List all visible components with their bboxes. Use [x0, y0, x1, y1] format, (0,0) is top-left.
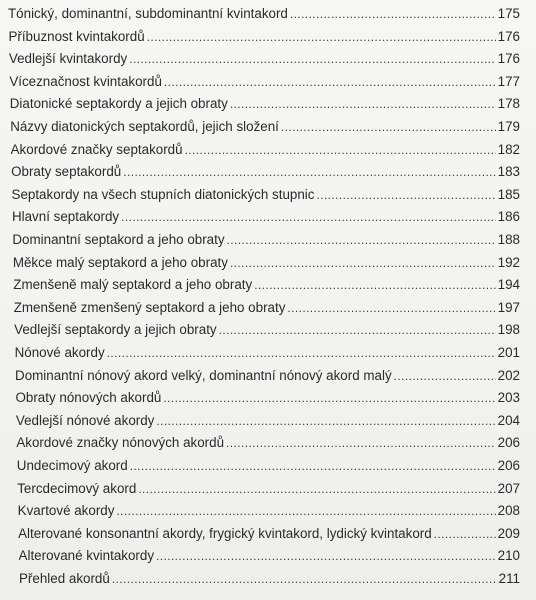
- toc-dot-leader: [434, 527, 496, 541]
- toc-entry-page-number: 185: [497, 186, 520, 202]
- toc-entry-page-number: 208: [497, 503, 520, 519]
- toc-dot-leader: [230, 97, 496, 111]
- toc-entry: [16, 413, 520, 431]
- toc-entry-page-number: 202: [497, 367, 520, 383]
- toc-entry-title: Nónové akordy: [14, 345, 105, 360]
- toc-entry: [9, 51, 520, 69]
- toc-entry: [12, 187, 520, 205]
- toc-entry-page-number: 194: [497, 277, 520, 293]
- toc-dot-leader: [130, 459, 496, 473]
- toc-dot-leader: [230, 256, 496, 270]
- toc-entry-title: Akordové značky nónových akordů: [16, 435, 225, 451]
- toc-entry-title: Vedlejší kvintakordy: [8, 51, 128, 67]
- toc-entry-title: Zmenšeně zmenšený septakord a jeho obraty: [13, 299, 286, 315]
- toc-dot-leader: [226, 436, 496, 450]
- toc-entry-page-number: 209: [497, 525, 520, 541]
- toc-dot-leader: [107, 346, 496, 360]
- toc-entry-title: Alterované kvintakordy: [18, 548, 155, 564]
- toc-dot-leader: [163, 391, 495, 405]
- toc-entry-page-number: 175: [497, 6, 520, 21]
- toc-entry-page-number: 182: [497, 141, 520, 157]
- toc-entry: [15, 390, 520, 408]
- toc-entry-page-number: 188: [497, 232, 520, 247]
- toc-entry-page-number: 206: [497, 458, 520, 473]
- toc-entry-title: Tercdecimový akord: [17, 480, 137, 496]
- toc-entry-title: Názvy diatonických septakordů, jejich složení: [10, 119, 279, 134]
- toc-entry: [17, 458, 520, 476]
- toc-entry-title: Alterované konsonantní akordy, frygický kvintakord, lydický kvintakord: [18, 525, 432, 541]
- toc-dot-leader: [129, 52, 495, 66]
- toc-entry-page-number: 198: [497, 322, 520, 338]
- toc-entry: [16, 435, 520, 453]
- toc-dot-leader: [394, 369, 496, 383]
- toc-entry: [12, 209, 520, 227]
- toc-entry: [8, 29, 520, 47]
- toc-dot-leader: [123, 165, 495, 179]
- toc-entry-page-number: 176: [497, 51, 520, 67]
- toc-entry: [12, 232, 520, 250]
- toc-entry-title: Akordové značky septakordů: [10, 141, 183, 157]
- toc-entry-page-number: 201: [497, 345, 520, 360]
- toc-entry-title: Měkce malý septakord a jeho obraty: [12, 254, 228, 270]
- toc-dot-leader: [147, 30, 496, 44]
- toc-entry: [15, 368, 520, 386]
- toc-dot-leader: [227, 233, 496, 247]
- toc-entry-page-number: 204: [497, 412, 520, 428]
- toc-entry-title: Vedlejší septakordy a jejich obraty: [14, 322, 217, 338]
- toc-entry: [10, 96, 520, 114]
- toc-entry: [19, 571, 520, 589]
- toc-entry-title: Septakordy na všech stupních diatonických stupnic: [11, 186, 315, 202]
- toc-entry: [13, 255, 520, 273]
- toc-entry-title: Obraty nónových akordů: [15, 390, 162, 406]
- toc-entry-page-number: 203: [497, 390, 520, 406]
- toc-dot-leader: [287, 301, 495, 315]
- toc-dot-leader: [116, 504, 495, 518]
- toc-entry: [11, 142, 520, 160]
- toc-entry-page-number: 210: [497, 548, 520, 564]
- toc-entry-page-number: 206: [497, 435, 520, 451]
- toc-dot-leader: [316, 188, 495, 202]
- toc-dot-leader: [290, 7, 496, 21]
- toc-entry-title: Víceznačnost kvintakordů: [9, 73, 162, 89]
- toc-entry-title: Diatonické septakordy a jejich obraty: [9, 96, 228, 112]
- toc-entry-title: Dominantní nónový akord velký, dominantní nónový akord malý: [15, 367, 392, 383]
- toc-entry-page-number: 211: [498, 571, 520, 586]
- toc-dot-leader: [164, 75, 496, 89]
- toc-dot-leader: [219, 323, 496, 337]
- toc-dot-leader: [185, 143, 496, 157]
- toc-entry-title: Přehled akordů: [19, 571, 110, 586]
- toc-entry: [8, 6, 520, 24]
- toc-entry-page-number: 178: [497, 96, 520, 112]
- toc-entry: [19, 548, 520, 566]
- toc-dot-leader: [156, 549, 496, 563]
- toc-entry: [9, 74, 520, 92]
- toc-dot-leader: [156, 414, 495, 428]
- toc-dot-leader: [121, 210, 496, 224]
- toc-entry-title: Příbuznost kvintakordů: [8, 28, 145, 44]
- toc-entry-page-number: 192: [497, 254, 520, 270]
- toc-dot-leader: [138, 482, 495, 496]
- toc-entry: [14, 322, 520, 340]
- toc-entry-title: Obraty septakordů: [11, 164, 122, 180]
- toc-entry-page-number: 177: [497, 73, 520, 89]
- toc-entry-page-number: 186: [497, 209, 520, 225]
- toc-dot-leader: [112, 572, 497, 586]
- toc-entry-page-number: 176: [497, 28, 520, 44]
- toc-entry-title: Kvartové akordy: [17, 503, 115, 519]
- toc-entry: [13, 277, 520, 295]
- toc-entry: [14, 300, 520, 318]
- toc-entry: [15, 345, 520, 363]
- toc-entry-title: Zmenšeně malý septakord a jeho obraty: [13, 277, 253, 293]
- toc-entry-page-number: 179: [497, 119, 520, 134]
- toc-entry-title: Hlavní septakordy: [11, 209, 120, 225]
- toc-entry-title: Undecimový akord: [16, 458, 128, 473]
- toc-entry: [17, 481, 520, 499]
- toc-entry-page-number: 207: [497, 480, 520, 496]
- toc-entry: [10, 119, 520, 137]
- toc-entry: [18, 503, 520, 521]
- toc-entry-title: Dominantní septakord a jeho obraty: [12, 232, 225, 247]
- toc-entry: [11, 164, 520, 182]
- toc-entry-page-number: 183: [497, 164, 520, 180]
- toc-entry-page-number: 197: [497, 299, 520, 315]
- toc-entry-title: Tónický, dominantní, subdominantní kvintakord: [8, 6, 288, 21]
- toc-dot-leader: [254, 278, 495, 292]
- toc-entry-title: Vedlejší nónové akordy: [15, 412, 155, 428]
- toc-entry: [18, 526, 520, 544]
- toc-dot-leader: [281, 120, 496, 134]
